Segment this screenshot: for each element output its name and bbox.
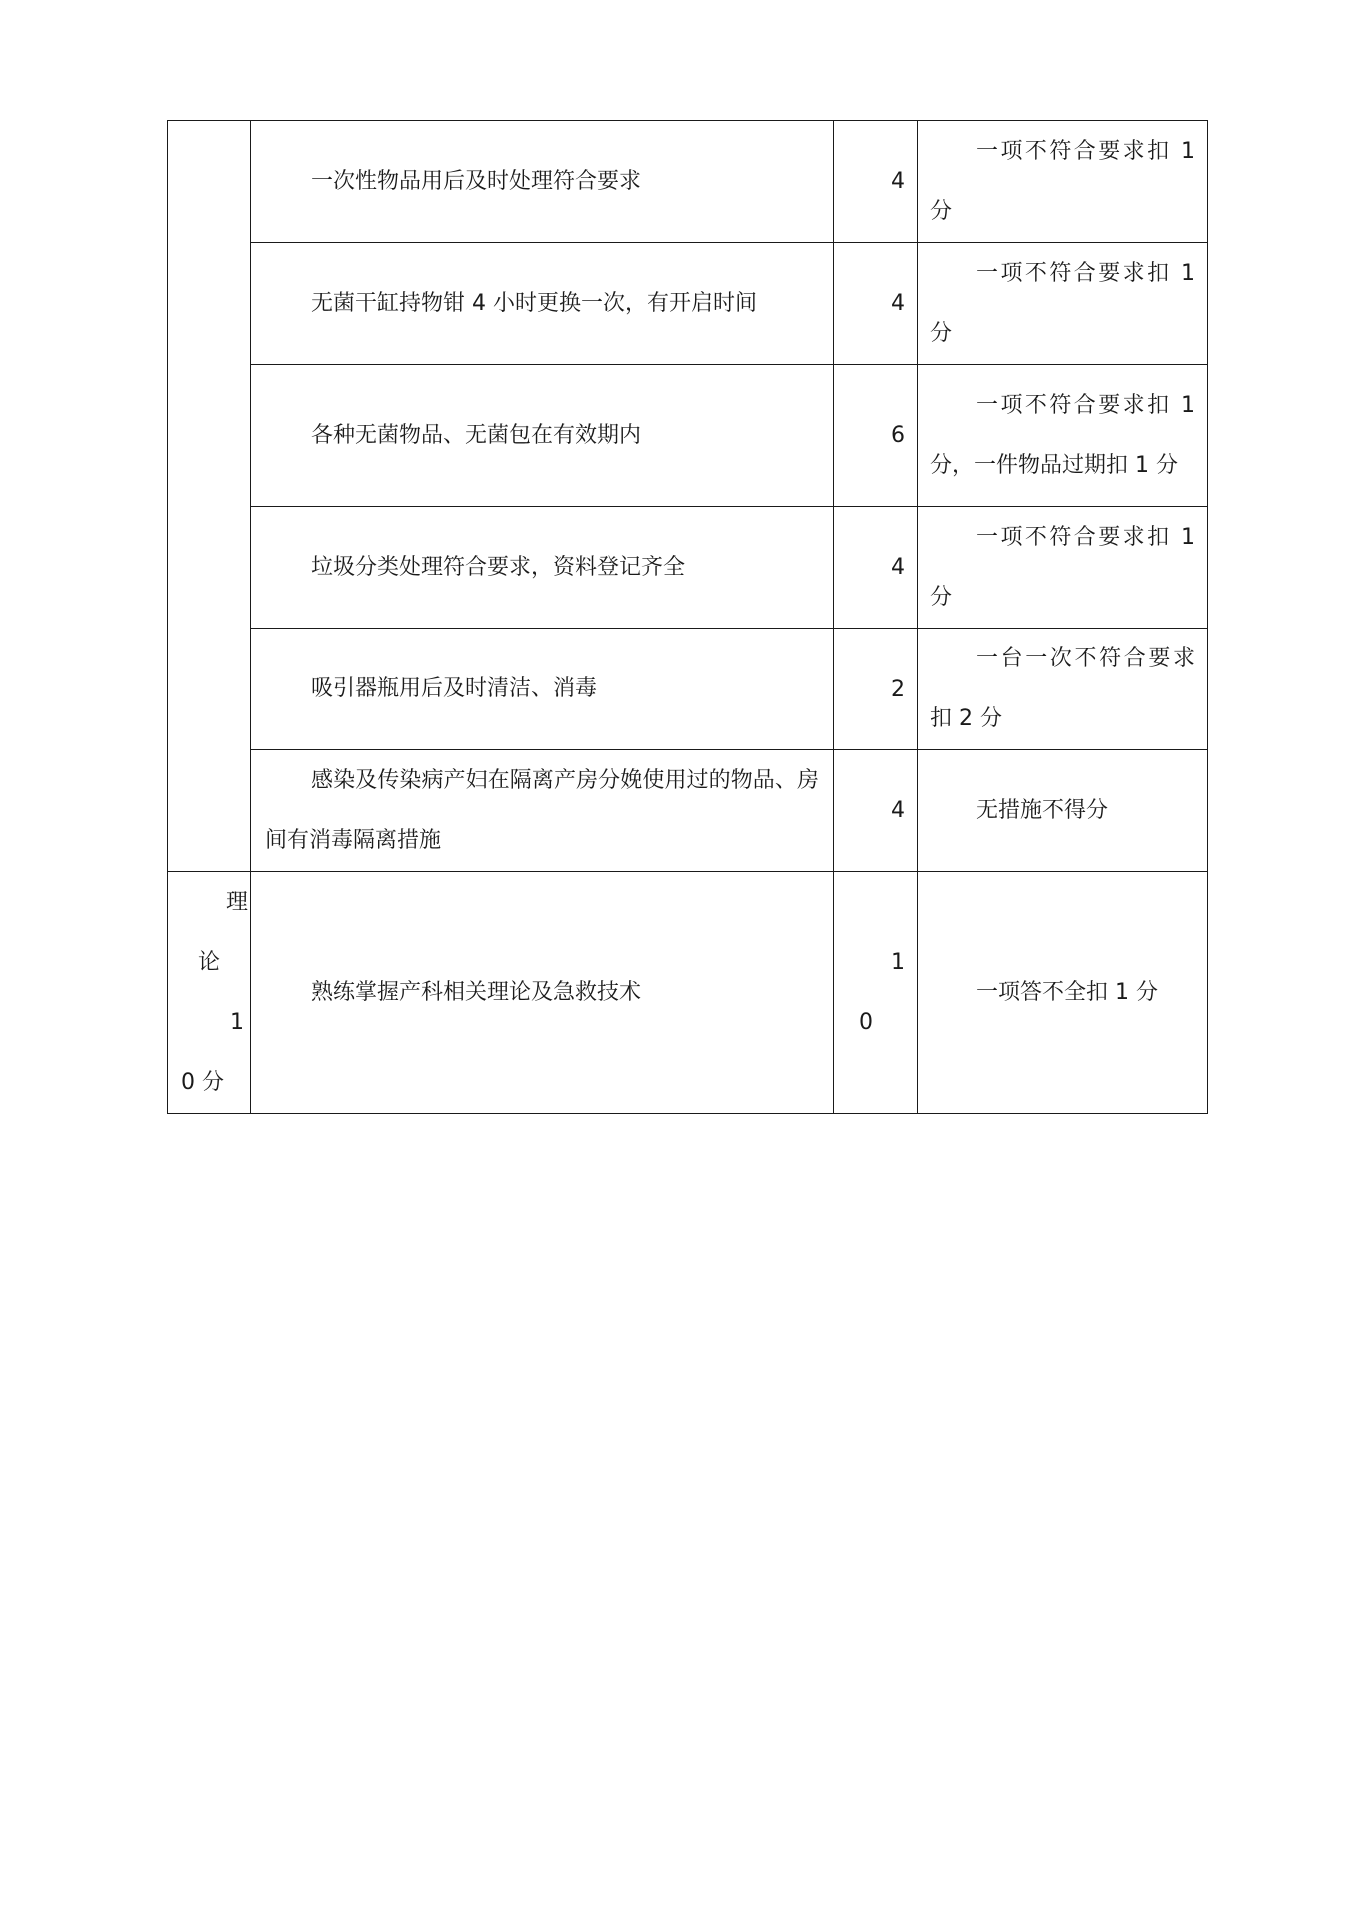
item-text: 各种无菌物品、无菌包在有效期内 xyxy=(311,422,642,448)
score-cell: 4 xyxy=(834,121,918,243)
item-cell xyxy=(251,872,834,1114)
rule-cell xyxy=(918,872,1208,1114)
rule-cell xyxy=(918,365,1208,507)
category-text: 论 xyxy=(197,949,220,975)
score-cell xyxy=(834,872,918,1114)
rule-cell xyxy=(918,629,1208,750)
rule-cell xyxy=(918,243,1208,365)
rule-text: 一台一次不符合要求扣 2 分 xyxy=(930,646,1195,731)
rule-text: 一项不符合要求扣 1 分，一件物品过期扣 1 分 xyxy=(930,392,1195,478)
category-text: 1 xyxy=(230,1009,244,1035)
category-cell-empty xyxy=(168,121,251,872)
rule-text: 一项答不全扣 1 分 xyxy=(976,979,1158,1005)
rule-text: 无措施不得分 xyxy=(976,797,1109,823)
item-text: 熟练掌握产科相关理论及急救技术 xyxy=(311,979,642,1005)
item-cell xyxy=(251,629,834,750)
item-text: 吸引器瓶用后及时清洁、消毒 xyxy=(311,676,598,701)
score-cell: 2 xyxy=(834,629,918,750)
score-cell: 6 xyxy=(834,365,918,507)
item-text: 垃圾分类处理符合要求，资料登记齐全 xyxy=(311,554,686,580)
table-row xyxy=(168,243,1208,365)
score-text: 0 xyxy=(859,1009,873,1035)
table-row xyxy=(168,365,1208,507)
item-cell xyxy=(251,121,834,243)
rule-text: 一项不符合要求扣 1 分 xyxy=(930,260,1195,346)
category-text: 0 分 xyxy=(181,1069,224,1095)
item-cell xyxy=(251,365,834,507)
score-cell: 4 xyxy=(834,243,918,365)
table-row xyxy=(168,750,1208,872)
item-text: 一次性物品用后及时处理符合要求 xyxy=(311,168,642,194)
item-text: 感染及传染病产妇在隔离产房分娩使用过的物品、房间有消毒隔离措施 xyxy=(265,767,819,853)
table-row xyxy=(168,507,1208,629)
score-cell: 4 xyxy=(834,750,918,872)
category-cell-theory xyxy=(168,872,251,1114)
table-row xyxy=(168,121,1208,243)
score-cell: 4 xyxy=(834,507,918,629)
scoring-table xyxy=(167,120,1208,1114)
score-text: 1 xyxy=(891,949,905,975)
rule-text: 一项不符合要求扣 1 分 xyxy=(930,524,1195,610)
category-text: 理 xyxy=(225,889,248,915)
rule-text: 一项不符合要求扣 1 分 xyxy=(930,138,1195,224)
item-cell xyxy=(251,243,834,365)
rule-cell xyxy=(918,507,1208,629)
table-row-theory xyxy=(168,872,1208,1114)
rule-cell xyxy=(918,121,1208,243)
table-row xyxy=(168,629,1208,750)
item-cell xyxy=(251,750,834,872)
item-text: 无菌干缸持物钳 4 小时更换一次，有开启时间 xyxy=(311,290,757,316)
rule-cell xyxy=(918,750,1208,872)
item-cell xyxy=(251,507,834,629)
